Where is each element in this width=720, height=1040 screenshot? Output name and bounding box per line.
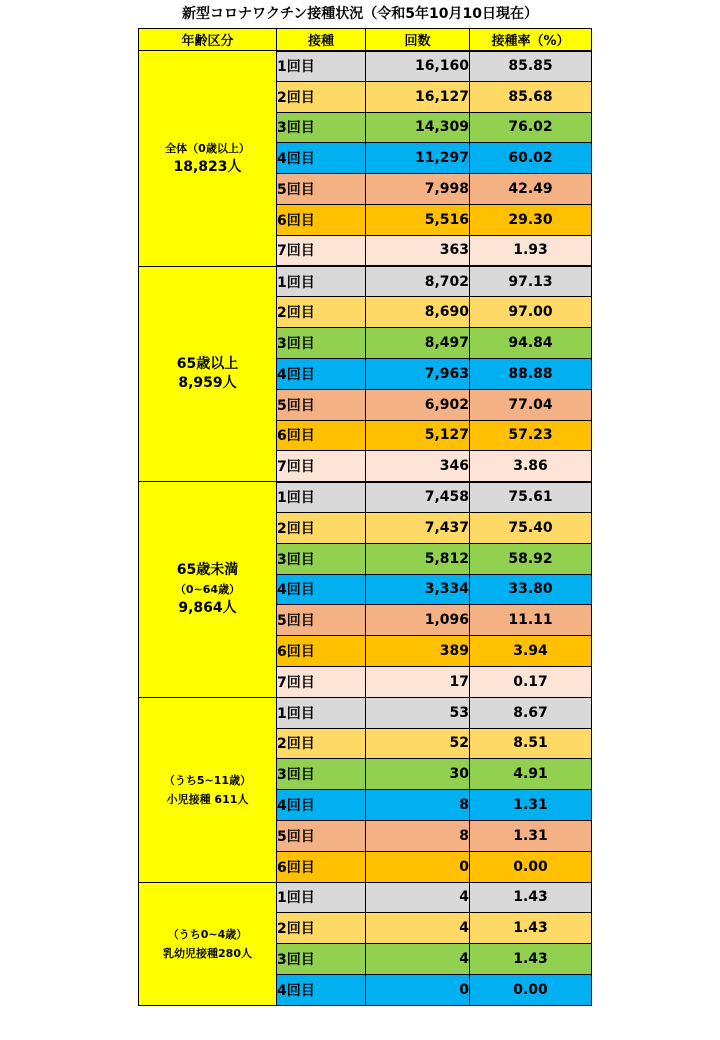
rate-cell: 3.86 <box>470 451 592 482</box>
count-cell: 16,160 <box>366 51 470 82</box>
dose-cell: 1回目 <box>277 882 366 913</box>
dose-cell: 1回目 <box>277 482 366 513</box>
dose-cell: 2回目 <box>277 81 366 112</box>
dose-cell: 2回目 <box>277 512 366 543</box>
rate-cell: 1.43 <box>470 913 592 944</box>
age-group-cell <box>139 482 277 698</box>
dose-cell: 6回目 <box>277 636 366 667</box>
table-row <box>139 51 592 82</box>
rate-cell: 8.67 <box>470 697 592 728</box>
count-cell: 1,096 <box>366 605 470 636</box>
dose-cell: 2回目 <box>277 728 366 759</box>
rate-cell: 58.92 <box>470 543 592 574</box>
count-cell: 7,458 <box>366 482 470 513</box>
count-cell: 5,127 <box>366 420 470 451</box>
dose-cell: 5回目 <box>277 174 366 205</box>
dose-cell: 3回目 <box>277 944 366 975</box>
rate-cell: 94.84 <box>470 328 592 359</box>
table-row <box>139 482 592 513</box>
count-cell: 8,702 <box>366 266 470 297</box>
age-group-label: 8,959人 <box>178 374 237 391</box>
count-cell: 14,309 <box>366 112 470 143</box>
count-cell: 7,437 <box>366 512 470 543</box>
age-group-label: 小児接種 611人 <box>166 792 249 806</box>
rate-cell: 1.43 <box>470 944 592 975</box>
dose-cell: 5回目 <box>277 605 366 636</box>
rate-cell: 1.31 <box>470 820 592 851</box>
dose-cell: 2回目 <box>277 297 366 328</box>
count-cell: 4 <box>366 944 470 975</box>
table-body <box>139 51 592 1006</box>
count-cell: 346 <box>366 451 470 482</box>
rate-cell: 75.61 <box>470 482 592 513</box>
age-group-label: 乳幼児接種280人 <box>163 946 252 960</box>
dose-cell: 3回目 <box>277 759 366 790</box>
dose-cell: 6回目 <box>277 204 366 235</box>
dose-cell: 3回目 <box>277 328 366 359</box>
age-group-cell <box>139 697 277 882</box>
age-group-cell <box>139 51 277 267</box>
age-group-cell <box>139 882 277 1005</box>
rate-cell: 77.04 <box>470 389 592 420</box>
rate-cell: 42.49 <box>470 174 592 205</box>
dose-cell: 4回目 <box>277 143 366 174</box>
count-cell: 16,127 <box>366 81 470 112</box>
table-header <box>139 29 592 51</box>
dose-cell: 1回目 <box>277 697 366 728</box>
rate-cell: 75.40 <box>470 512 592 543</box>
count-cell: 8,497 <box>366 328 470 359</box>
count-cell: 52 <box>366 728 470 759</box>
count-cell: 5,516 <box>366 204 470 235</box>
rate-cell: 0.17 <box>470 666 592 697</box>
age-group-label: 65歳以上 <box>176 355 239 372</box>
count-cell: 30 <box>366 759 470 790</box>
count-cell: 53 <box>366 697 470 728</box>
rate-cell: 97.13 <box>470 266 592 297</box>
dose-cell: 5回目 <box>277 820 366 851</box>
rate-cell: 85.68 <box>470 81 592 112</box>
count-cell: 4 <box>366 882 470 913</box>
age-group-label: 全体（0歳以上） <box>165 142 250 156</box>
rate-cell: 88.88 <box>470 358 592 389</box>
age-group-label: 18,823人 <box>173 159 242 176</box>
count-cell: 3,334 <box>366 574 470 605</box>
rate-cell: 76.02 <box>470 112 592 143</box>
age-group-label: （うち5~11歳） <box>163 773 252 787</box>
rate-cell: 0.00 <box>470 851 592 882</box>
dose-cell: 6回目 <box>277 851 366 882</box>
page-title: 新型コロナワクチン接種状況（令和5年10月10日現在） <box>181 6 538 22</box>
rate-cell: 1.43 <box>470 882 592 913</box>
dose-cell: 5回目 <box>277 389 366 420</box>
dose-cell: 4回目 <box>277 790 366 821</box>
dose-cell: 1回目 <box>277 266 366 297</box>
header-rate: 接種率（%） <box>470 29 592 51</box>
count-cell: 0 <box>366 851 470 882</box>
age-group-label: （0~64歳） <box>174 582 241 596</box>
dose-cell: 4回目 <box>277 574 366 605</box>
dose-cell: 7回目 <box>277 451 366 482</box>
rate-cell: 3.94 <box>470 636 592 667</box>
dose-cell: 4回目 <box>277 974 366 1005</box>
header-row <box>139 29 592 51</box>
rate-cell: 60.02 <box>470 143 592 174</box>
count-cell: 363 <box>366 235 470 266</box>
vaccination-table <box>138 28 592 1006</box>
header-age-group: 年齢区分 <box>139 29 277 51</box>
age-group-label: （うち0~4歳） <box>167 927 248 941</box>
count-cell: 6,902 <box>366 389 470 420</box>
rate-cell: 33.80 <box>470 574 592 605</box>
count-cell: 8,690 <box>366 297 470 328</box>
rate-cell: 1.93 <box>470 235 592 266</box>
rate-cell: 97.00 <box>470 297 592 328</box>
age-group-cell <box>139 266 277 482</box>
header-count: 回数 <box>366 29 470 51</box>
rate-cell: 85.85 <box>470 51 592 82</box>
count-cell: 11,297 <box>366 143 470 174</box>
count-cell: 7,963 <box>366 358 470 389</box>
rate-cell: 11.11 <box>470 605 592 636</box>
table-row <box>139 882 592 913</box>
count-cell: 8 <box>366 820 470 851</box>
table-row <box>139 697 592 728</box>
rate-cell: 8.51 <box>470 728 592 759</box>
age-group-label: 65歳未満 <box>176 561 239 578</box>
dose-cell: 3回目 <box>277 543 366 574</box>
rate-cell: 1.31 <box>470 790 592 821</box>
count-cell: 0 <box>366 974 470 1005</box>
count-cell: 389 <box>366 636 470 667</box>
table-row <box>139 266 592 297</box>
rate-cell: 57.23 <box>470 420 592 451</box>
dose-cell: 7回目 <box>277 235 366 266</box>
age-group-label: 9,864人 <box>178 599 237 616</box>
dose-cell: 1回目 <box>277 51 366 82</box>
count-cell: 7,998 <box>366 174 470 205</box>
dose-cell: 7回目 <box>277 666 366 697</box>
rate-cell: 4.91 <box>470 759 592 790</box>
count-cell: 4 <box>366 913 470 944</box>
header-dose: 接種 <box>277 29 366 51</box>
dose-cell: 3回目 <box>277 112 366 143</box>
count-cell: 5,812 <box>366 543 470 574</box>
count-cell: 17 <box>366 666 470 697</box>
count-cell: 8 <box>366 790 470 821</box>
rate-cell: 29.30 <box>470 204 592 235</box>
dose-cell: 4回目 <box>277 358 366 389</box>
dose-cell: 2回目 <box>277 913 366 944</box>
rate-cell: 0.00 <box>470 974 592 1005</box>
dose-cell: 6回目 <box>277 420 366 451</box>
